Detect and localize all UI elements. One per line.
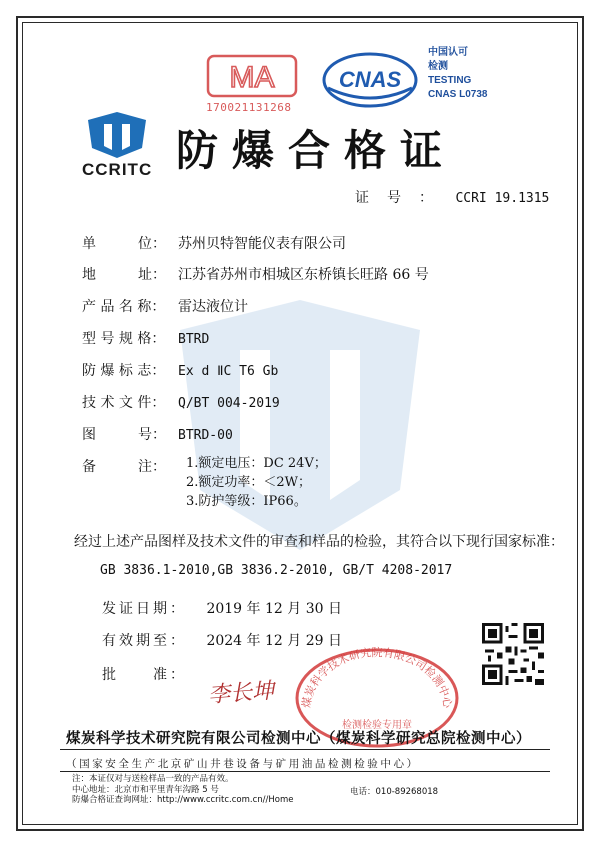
footer-notes bbox=[72, 774, 293, 806]
field-row bbox=[82, 392, 280, 412]
field-row bbox=[82, 233, 346, 253]
field-label: 地 址： bbox=[82, 267, 166, 283]
accreditation-block bbox=[428, 46, 487, 102]
issue-date-label: 发证日期： bbox=[102, 601, 187, 617]
accreditation-line: CNAS L0738 bbox=[428, 89, 488, 100]
valid-date: 2024 年 12 月 29 日 bbox=[206, 633, 342, 649]
field-label: 防 爆 标 志： bbox=[82, 363, 166, 379]
field-label: 型 号 规 格： bbox=[82, 331, 166, 347]
svg-text:煤炭科学技术研究院有限公司检测中心 bbox=[299, 645, 455, 710]
note-line: 注：本证仅对与送检样品一致的产品有效。 bbox=[72, 774, 234, 784]
standards-list: GB 3836.1-2010,GB 3836.2-2010, GB/T 4208-2017 bbox=[100, 563, 453, 578]
field-label: 单 位： bbox=[82, 236, 166, 252]
cnas-logo-icon bbox=[320, 50, 420, 110]
ccritc-logo-text: CCRITC bbox=[82, 160, 153, 179]
certificate-number-label: 证号： bbox=[355, 190, 451, 206]
issue-date-row bbox=[102, 598, 342, 618]
field-row bbox=[82, 424, 233, 444]
note-line: 防爆合格证查询网址：http://www.ccritc.com.cn//Home bbox=[72, 795, 294, 805]
note-line: 中心地址：北京市和平里青年沟路 5 号 bbox=[72, 784, 219, 795]
certificate-title: 防爆合格证 bbox=[176, 126, 457, 175]
valid-date-label: 有效期至： bbox=[102, 633, 187, 649]
field-value: BTRD bbox=[178, 332, 210, 347]
approve-label: 批 准： bbox=[102, 667, 187, 683]
field-row bbox=[82, 264, 429, 284]
field-label: 产 品 名 称： bbox=[82, 299, 166, 315]
cma-text: MA bbox=[229, 61, 275, 94]
approve-row bbox=[102, 664, 202, 684]
field-value: 雷达液位计 bbox=[178, 299, 248, 315]
qr-code-icon bbox=[482, 623, 544, 685]
ccritc-logo-icon bbox=[84, 110, 150, 160]
field-value: 江苏省苏州市相城区东桥镇长旺路 66 号 bbox=[178, 267, 429, 283]
seal-subtext: 检测检验专用章 bbox=[342, 720, 412, 731]
field-value: Q/BT 004-2019 bbox=[178, 396, 280, 411]
issue-date: 2019 年 12 月 30 日 bbox=[206, 601, 342, 617]
remarks-list bbox=[186, 454, 327, 511]
field-label: 技 术 文 件： bbox=[82, 395, 166, 411]
certificate-number: CCRI 19.1315 bbox=[455, 191, 550, 206]
accreditation-line: 检测 bbox=[428, 61, 448, 72]
certificate-number-row bbox=[355, 187, 549, 207]
field-row bbox=[82, 456, 178, 476]
divider-top bbox=[60, 749, 550, 750]
cnas-text: CNAS bbox=[338, 67, 402, 92]
divider-bottom bbox=[60, 771, 550, 772]
remark-item: 3.防护等级：IP66。 bbox=[186, 494, 307, 509]
seal-text: 煤炭科学技术研究院有限公司检测中心 bbox=[299, 646, 455, 709]
accreditation-line: TESTING bbox=[428, 75, 472, 86]
field-label: 图 号： bbox=[82, 427, 166, 443]
field-row bbox=[82, 328, 209, 348]
remark-item: 1.额定电压：DC 24V； bbox=[186, 456, 327, 471]
field-row bbox=[82, 296, 248, 316]
issuing-organization: 煤炭科学技术研究院有限公司检测中心（煤炭科学研究总院检测中心） bbox=[66, 731, 531, 747]
sub-organization: （国家安全生产北京矿山井巷设备与矿用油品检测检验中心） bbox=[66, 758, 420, 770]
field-value: Ex d ⅡC T6 Gb bbox=[178, 364, 279, 379]
cma-stamp-icon bbox=[206, 54, 298, 98]
remark-item: 2.额定功率：＜2W； bbox=[186, 475, 312, 490]
signature: 李长坤 bbox=[207, 678, 275, 709]
field-row bbox=[82, 360, 278, 380]
phone-number: 电话：010-89268018 bbox=[350, 787, 439, 797]
field-label: 备 注： bbox=[82, 459, 166, 475]
cma-number: 170021131268 bbox=[206, 101, 292, 114]
field-value: BTRD-00 bbox=[178, 428, 233, 443]
conformity-statement: 经过上述产品图样及技术文件的审查和样品的检验，其符合以下现行国家标准： bbox=[74, 534, 564, 550]
accreditation-line: 中国认可 bbox=[428, 47, 468, 58]
field-value: 苏州贝特智能仪表有限公司 bbox=[178, 236, 346, 252]
